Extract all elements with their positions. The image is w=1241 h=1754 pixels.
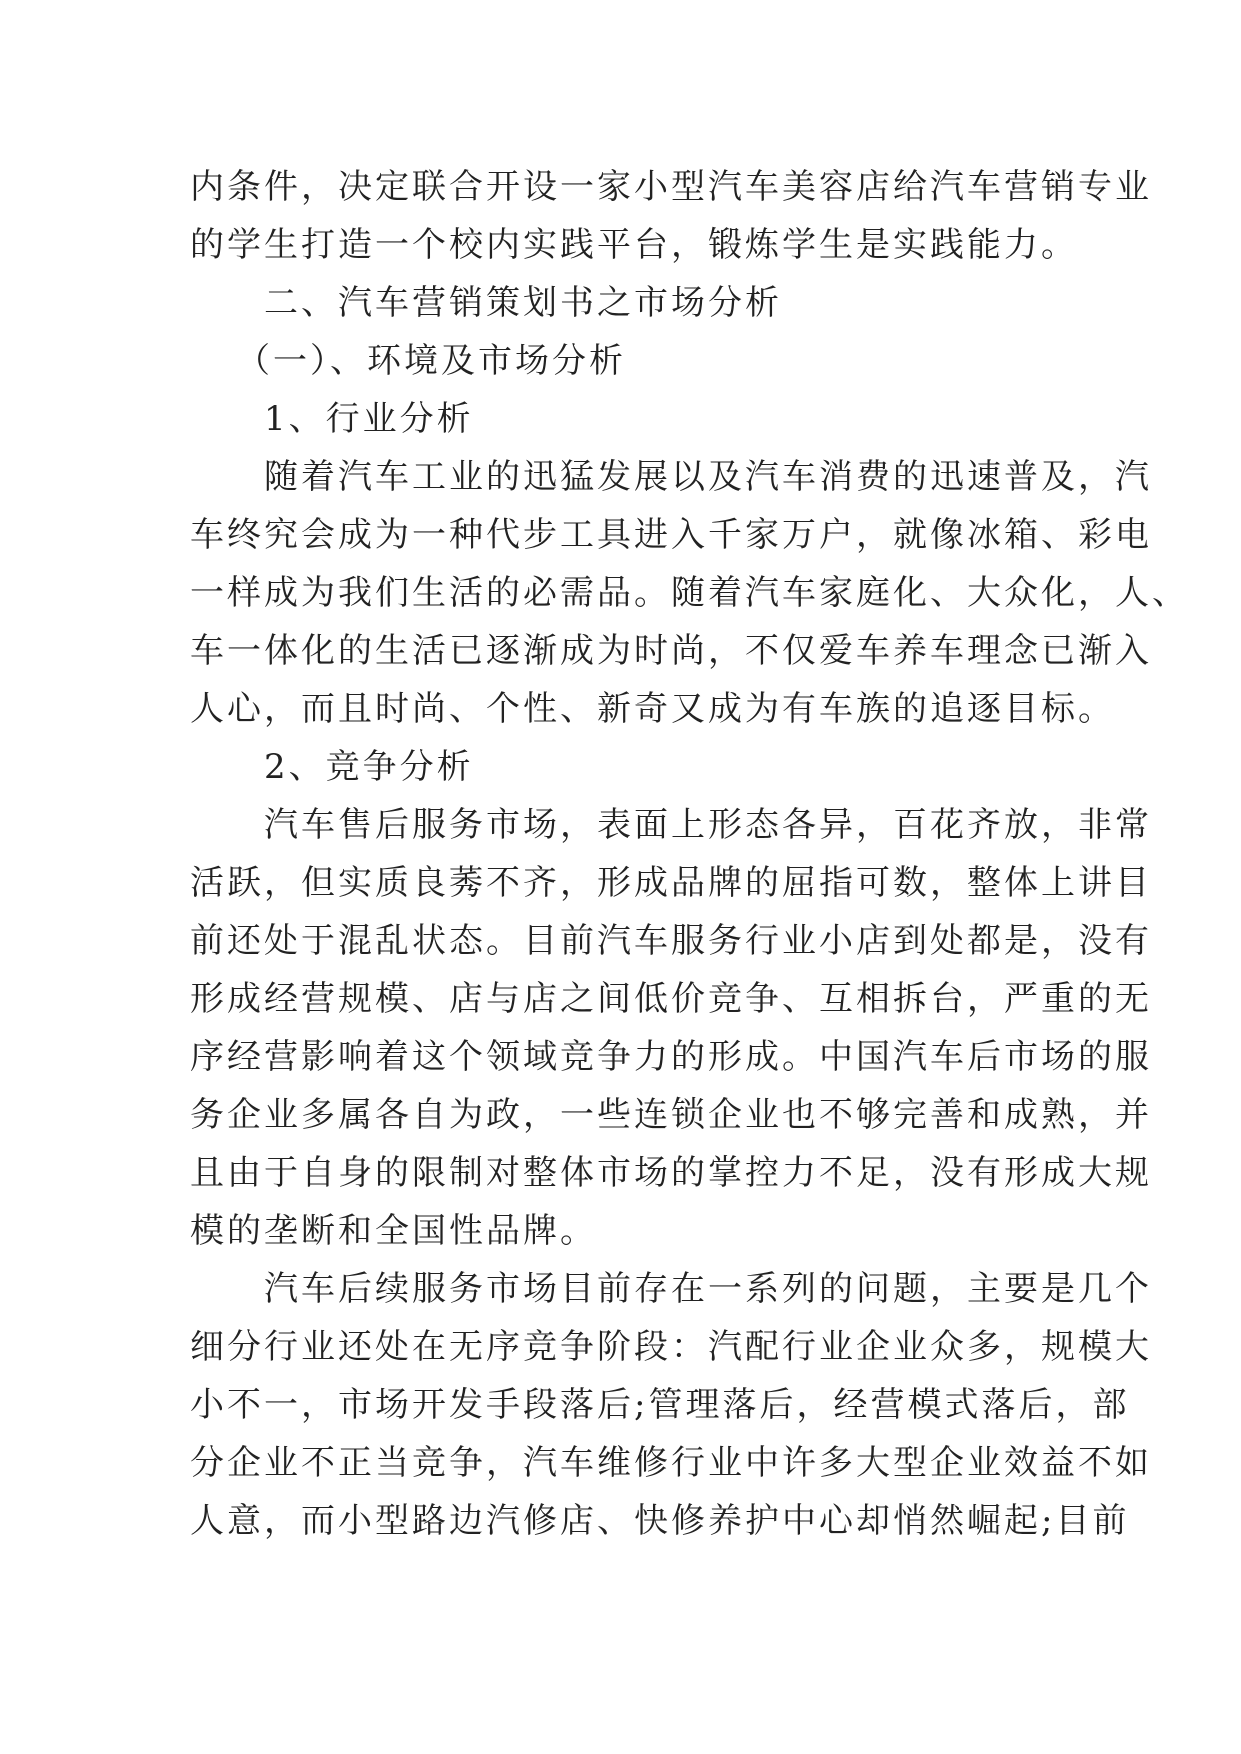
- body-line: 一样成为我们生活的必需品。随着汽车家庭化、大众化，人、: [190, 573, 1189, 613]
- section-heading: 二、汽车营销策划书之市场分析: [264, 283, 782, 323]
- body-line: 车一体化的生活已逐渐成为时尚，不仅爱车养车理念已渐入: [190, 631, 1152, 671]
- body-line: 务企业多属各自为政，一些连锁企业也不够完善和成熟，并: [190, 1095, 1152, 1135]
- body-line: 且由于自身的限制对整体市场的掌控力不足，没有形成大规: [190, 1153, 1152, 1193]
- body-line: 车终究会成为一种代步工具进入千家万户，就像冰箱、彩电: [190, 515, 1152, 555]
- item-heading-competition-analysis: 2、竞争分析: [264, 747, 474, 787]
- subsection-heading: （一）、环境及市场分析: [236, 341, 626, 381]
- body-line: 活跃，但实质良莠不齐，形成品牌的屈指可数，整体上讲目: [190, 863, 1152, 903]
- body-line: 小不一，市场开发手段落后;管理落后，经营模式落后，部: [190, 1385, 1130, 1425]
- document-body: [190, 158, 1189, 1550]
- body-line: 的学生打造一个校内实践平台，锻炼学生是实践能力。: [190, 225, 1078, 265]
- body-line: 人意，而小型路边汽修店、快修养护中心却悄然崛起;目前: [190, 1501, 1130, 1541]
- body-line: 模的垄断和全国性品牌。: [190, 1211, 597, 1251]
- body-line: 汽车售后服务市场，表面上形态各异，百花齐放，非常: [264, 805, 1152, 845]
- body-line: 内条件，决定联合开设一家小型汽车美容店给汽车营销专业: [190, 167, 1152, 207]
- body-line: 随着汽车工业的迅猛发展以及汽车消费的迅速普及，汽: [264, 457, 1152, 497]
- body-line: 前还处于混乱状态。目前汽车服务行业小店到处都是，没有: [190, 921, 1152, 961]
- body-line: 序经营影响着这个领域竞争力的形成。中国汽车后市场的服: [190, 1037, 1152, 1077]
- body-line: 形成经营规模、店与店之间低价竞争、互相拆台，严重的无: [190, 979, 1152, 1019]
- body-line: 分企业不正当竞争，汽车维修行业中许多大型企业效益不如: [190, 1443, 1152, 1483]
- item-heading-industry-analysis: 1、行业分析: [264, 399, 474, 439]
- body-line: 汽车后续服务市场目前存在一系列的问题，主要是几个: [264, 1269, 1152, 1309]
- body-line: 人心，而且时尚、个性、新奇又成为有车族的追逐目标。: [190, 689, 1115, 729]
- body-line: 细分行业还处在无序竞争阶段：汽配行业企业众多，规模大: [190, 1327, 1152, 1367]
